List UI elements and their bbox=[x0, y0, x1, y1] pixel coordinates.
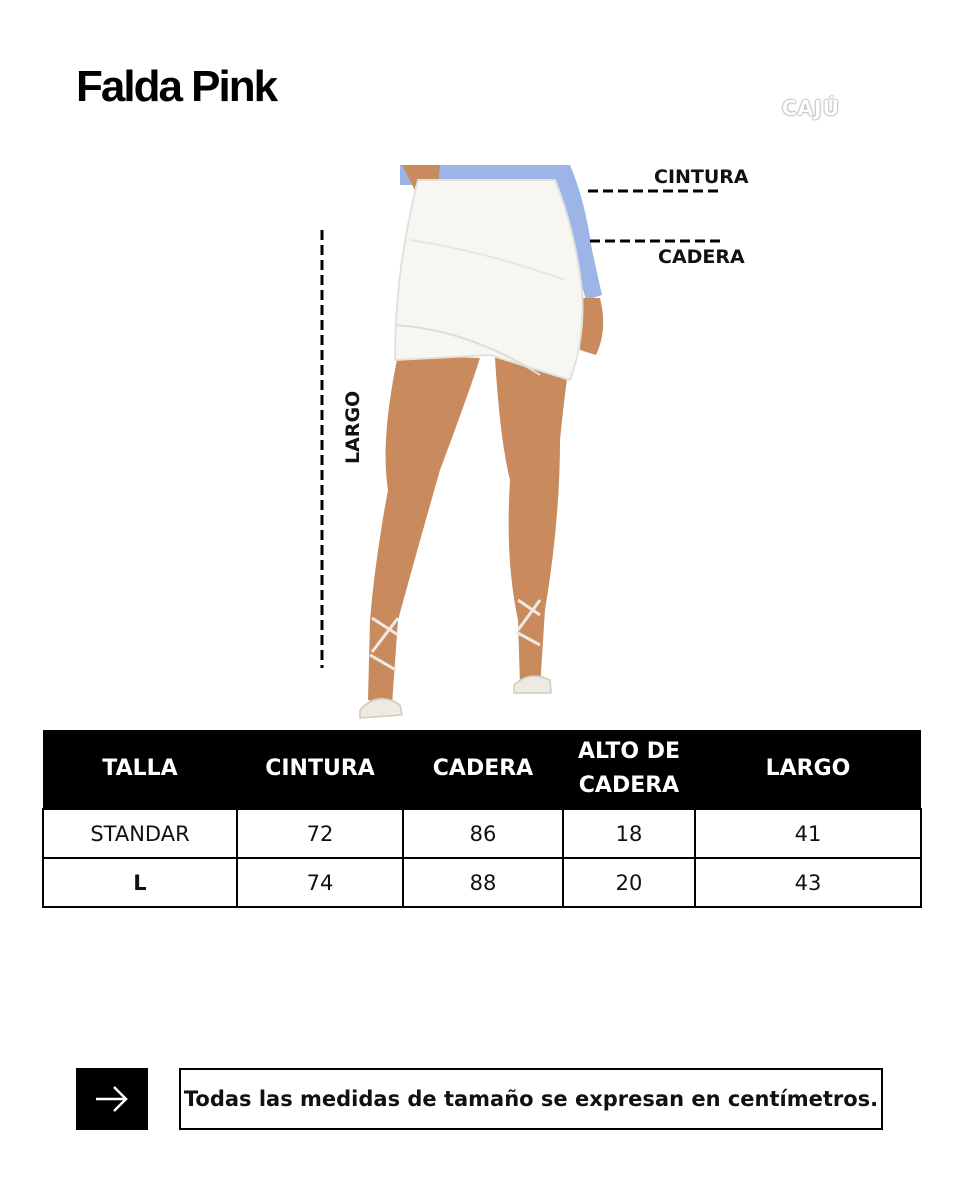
table-cell: 74 bbox=[237, 858, 403, 907]
table-header-row bbox=[43, 730, 921, 809]
header-largo: LARGO bbox=[695, 730, 921, 809]
brand-logo: CAJÚ bbox=[782, 96, 840, 120]
table-cell: 20 bbox=[563, 858, 695, 907]
header-alto-de-cadera: ALTO DE CADERA bbox=[563, 730, 695, 809]
table-cell-size: L bbox=[43, 858, 237, 907]
cintura-label: CINTURA bbox=[654, 166, 749, 188]
table-row bbox=[43, 809, 921, 858]
measurement-note: Todas las medidas de tamaño se expresan en centímetros. bbox=[179, 1068, 883, 1130]
header-cadera: CADERA bbox=[403, 730, 563, 809]
table-cell: 18 bbox=[563, 809, 695, 858]
size-table bbox=[42, 730, 922, 908]
product-figure bbox=[0, 140, 960, 730]
model-illustration bbox=[0, 140, 960, 730]
table-cell: 72 bbox=[237, 809, 403, 858]
table-cell: 41 bbox=[695, 809, 921, 858]
arrow-right-icon bbox=[76, 1068, 148, 1130]
cadera-label: CADERA bbox=[658, 246, 745, 268]
table-cell: 88 bbox=[403, 858, 563, 907]
arrow-right-glyph bbox=[92, 1084, 132, 1114]
largo-label: LARGO bbox=[342, 390, 364, 464]
table-cell: 43 bbox=[695, 858, 921, 907]
header-talla: TALLA bbox=[43, 730, 237, 809]
header-cintura: CINTURA bbox=[237, 730, 403, 809]
table-row bbox=[43, 858, 921, 907]
table-cell-size: STANDAR bbox=[43, 809, 237, 858]
product-title: Falda Pink bbox=[76, 62, 277, 111]
table-cell: 86 bbox=[403, 809, 563, 858]
